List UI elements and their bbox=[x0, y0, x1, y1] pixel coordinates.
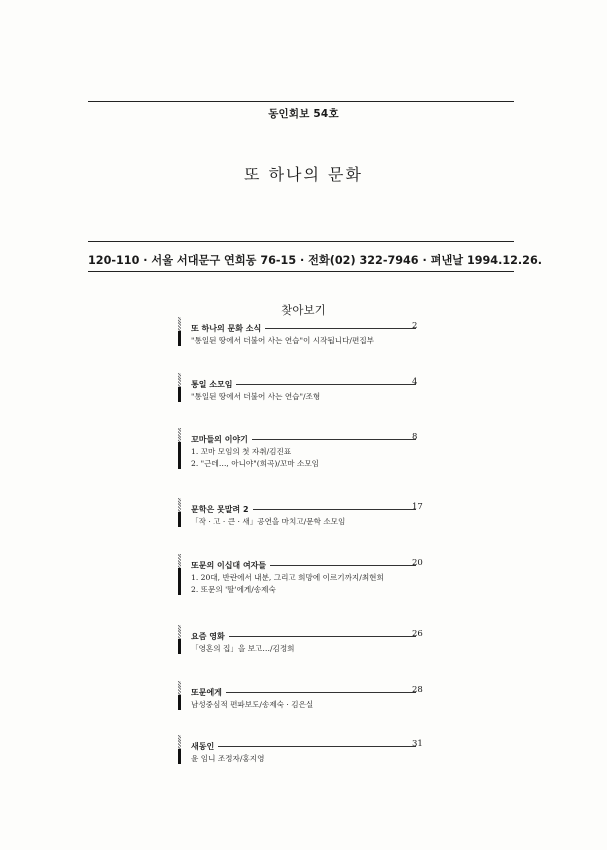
section-marker bbox=[178, 317, 181, 346]
section-marker bbox=[178, 373, 181, 402]
section-title: 새동인 bbox=[191, 741, 215, 751]
section-title: 또문의 이십대 여자들 bbox=[191, 560, 267, 570]
section-marker bbox=[178, 428, 181, 469]
address-bottom-rule bbox=[88, 271, 514, 272]
leader-line bbox=[265, 328, 416, 329]
page-number: 31 bbox=[412, 739, 423, 749]
toc-entry: "통일된 땅에서 더불어 사는 연습"이 시작됩니다/편집부 bbox=[191, 336, 374, 345]
section-marker bbox=[178, 625, 181, 654]
address-rule bbox=[88, 241, 514, 242]
leader-line bbox=[270, 565, 416, 566]
toc-entry: 「작 · 고 · 큰 · 새」공연을 마치고/문학 소모임 bbox=[191, 517, 346, 526]
toc-entry: 1. 20대, 반란에서 내분, 그리고 희망에 이르기까지/최현희 bbox=[191, 573, 384, 582]
newsletter-title: 또 하나의 문화 bbox=[244, 165, 363, 184]
toc-entry: 남성중심적 편파보도/송제숙 · 김은실 bbox=[191, 700, 314, 709]
issue-number: 동인회보 54호 bbox=[268, 108, 339, 120]
section-title: 꼬마들의 이야기 bbox=[191, 434, 248, 444]
leader-line bbox=[229, 636, 416, 637]
section-row bbox=[191, 433, 416, 445]
top-rule bbox=[88, 101, 514, 102]
section-row bbox=[191, 686, 416, 698]
toc-heading: 찾아보기 bbox=[281, 303, 326, 317]
section-row bbox=[191, 630, 416, 642]
toc-entry: "통일된 땅에서 더불어 사는 연습"/조형 bbox=[191, 392, 321, 401]
page-number: 26 bbox=[412, 629, 423, 639]
page-number: 4 bbox=[412, 377, 418, 387]
section-row bbox=[191, 322, 416, 334]
leader-line bbox=[218, 746, 416, 747]
page-number: 8 bbox=[412, 432, 418, 442]
page-number: 20 bbox=[412, 558, 423, 568]
section-title: 또 하나의 문화 소식 bbox=[191, 323, 262, 333]
section-title: 문학은 못말려 2 bbox=[191, 504, 249, 514]
leader-line bbox=[226, 692, 416, 693]
toc-entry: 「영혼의 집」을 보고…/김정희 bbox=[191, 644, 295, 653]
section-title: 통일 소모임 bbox=[191, 379, 233, 389]
section-title: 또문에게 bbox=[191, 687, 222, 697]
section-marker bbox=[178, 554, 181, 595]
section-row bbox=[191, 559, 416, 571]
toc-entry: 윤 임니 조정자/홍지영 bbox=[191, 754, 265, 763]
section-title: 요즘 영화 bbox=[191, 631, 225, 641]
section-marker bbox=[178, 735, 181, 764]
section-row bbox=[191, 378, 416, 390]
section-row bbox=[191, 740, 416, 752]
page-number: 17 bbox=[412, 502, 423, 512]
page-number: 28 bbox=[412, 685, 423, 695]
toc-entry: 2. "근데…, 아니야"(희곡)/꼬마 소모임 bbox=[191, 459, 319, 468]
leader-line bbox=[253, 509, 416, 510]
toc-entry: 2. 또문의 '딸'에게/송제숙 bbox=[191, 585, 276, 594]
toc-entry: 1. 꼬마 모임의 첫 자취/김진표 bbox=[191, 447, 292, 456]
leader-line bbox=[252, 439, 416, 440]
section-row bbox=[191, 503, 416, 515]
section-marker bbox=[178, 498, 181, 527]
leader-line bbox=[236, 384, 416, 385]
section-marker bbox=[178, 681, 181, 710]
address-line: 120-110 · 서울 서대문구 연희동 76-15 · 전화(02) 322-7946 · 펴낸날 1994.12.26. bbox=[88, 254, 542, 267]
page-number: 2 bbox=[412, 321, 418, 331]
